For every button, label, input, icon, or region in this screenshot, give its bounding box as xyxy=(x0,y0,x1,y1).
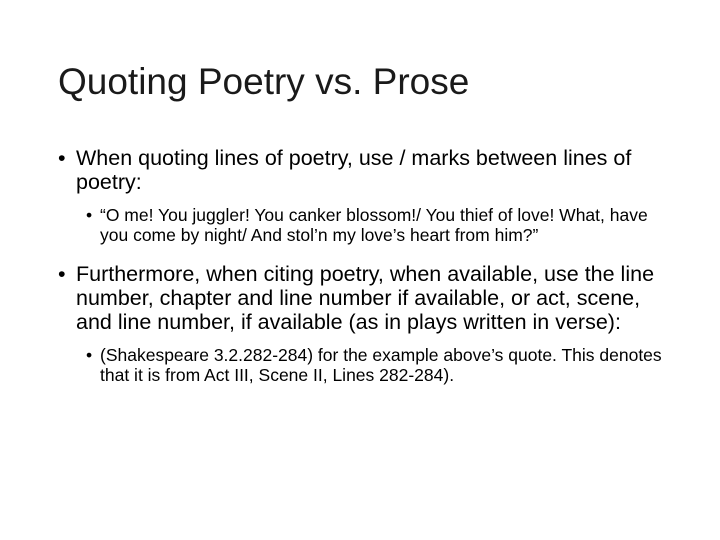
bullet-citing-poetry xyxy=(58,262,678,334)
slide-body xyxy=(58,146,678,385)
sub-bullet-marker: • xyxy=(86,205,93,225)
sub-bullet-text: “O me! You juggler! You canker blossom!/ You thief of love! What, have you come by night/ And stol’n my love’s heart from him?” xyxy=(100,205,648,245)
sub-bullet-citation-example xyxy=(86,345,678,385)
bullet-marker: • xyxy=(58,262,66,286)
sub-bullet-text: (Shakespeare 3.2.282-284) for the example above’s quote. This denotes that it is from Act III, Scene II, Lines 282-284). xyxy=(100,345,662,385)
bullet-poetry-marks xyxy=(58,146,678,194)
bullet-text: When quoting lines of poetry, use / marks between lines of poetry: xyxy=(76,146,632,194)
bullet-marker: • xyxy=(58,146,66,170)
bullet-text: Furthermore, when citing poetry, when available, use the line number, chapter and line number if available, or act, scene, and line number, if available (as in plays written in verse): xyxy=(76,262,655,334)
sub-bullet-marker: • xyxy=(86,345,93,365)
sub-bullet-poetry-example xyxy=(86,205,678,245)
slide-title: Quoting Poetry vs. Prose xyxy=(58,61,470,102)
